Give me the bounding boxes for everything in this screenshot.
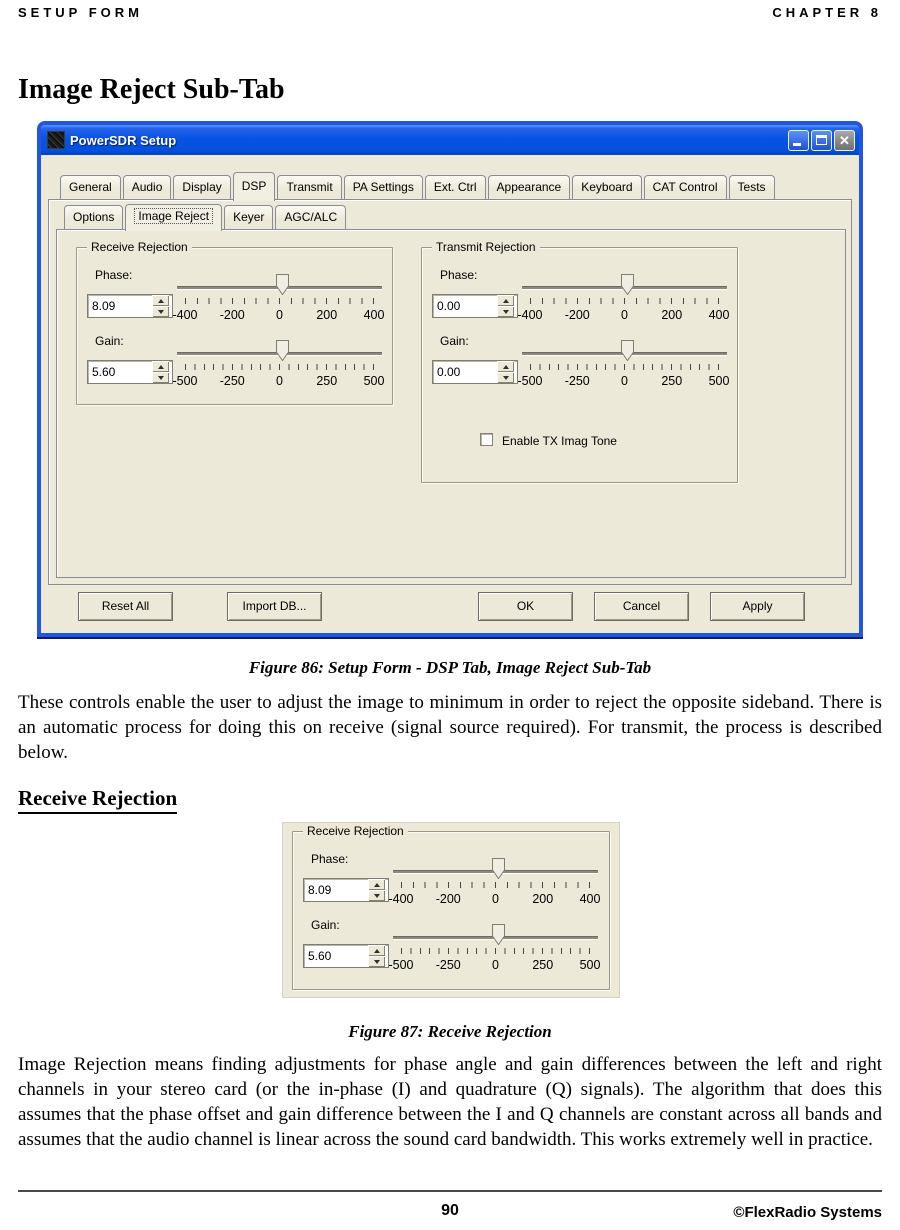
slider-ticks — [530, 298, 719, 304]
tx-phase-spinner[interactable] — [432, 294, 518, 318]
slider-scale — [388, 892, 601, 908]
spin-up-button[interactable] — [497, 295, 514, 306]
tick-label: -500 — [517, 374, 543, 388]
tick-label: 250 — [316, 374, 338, 388]
figure-phase-slider — [388, 854, 601, 916]
triangle-up-icon — [503, 299, 509, 303]
tick-label: -250 — [435, 958, 461, 972]
figure-receive-rejection-group — [292, 824, 610, 990]
paragraph-2: Image Rejection means finding adjustments for phase angle and gain differences between the left and right channels in your stereo card (or the in-phase (I) and quadrature (Q) signals). The algorithm that does this assumes that the phase offset and gain difference between the I and Q channels are constant across all bands and assumes that the audio channel is linear across the sound card bandwidth. This works extremely well in practice. — [18, 1054, 882, 1150]
rx-phase-spinner[interactable] — [87, 294, 173, 318]
enable-tx-imag-tone-label: Enable TX Imag Tone — [502, 434, 617, 448]
phase-label: Phase: — [95, 268, 133, 282]
slider-ticks — [401, 882, 590, 888]
tick-label: 0 — [492, 892, 499, 906]
cancel-button[interactable]: Cancel — [594, 592, 689, 621]
tx-gain-spinner[interactable] — [432, 360, 518, 384]
tick-label: 0 — [621, 374, 628, 388]
slider-thumb — [492, 858, 505, 879]
dsp-sub-tab-strip — [64, 202, 346, 229]
apply-button[interactable]: Apply — [710, 592, 805, 621]
maximize-icon — [816, 135, 827, 145]
rx-gain-spinner[interactable] — [87, 360, 173, 384]
slider-thumb[interactable] — [621, 274, 634, 295]
tick-label: 400 — [708, 308, 730, 322]
tick-label: -200 — [435, 892, 461, 906]
tick-label: -250 — [564, 374, 590, 388]
slider-ticks — [530, 364, 719, 370]
subtab-options[interactable]: Options — [64, 205, 123, 229]
triangle-down-icon — [158, 376, 164, 380]
page-number: 90 — [441, 1202, 459, 1219]
rx-phase-value-field[interactable] — [88, 295, 152, 317]
tx-phase-value-field[interactable] — [433, 295, 497, 317]
phase-label: Phase: — [440, 268, 478, 282]
gain-label: Gain: — [311, 918, 340, 932]
tick-label: 500 — [579, 958, 601, 972]
phase-label: Phase: — [311, 852, 349, 866]
slider-scale — [172, 308, 385, 324]
tick-label: 0 — [276, 308, 283, 322]
triangle-up-icon — [158, 299, 164, 303]
slider-ticks — [185, 364, 374, 370]
gain-label: Gain: — [440, 334, 469, 348]
tab-ext-ctrl[interactable]: Ext. Ctrl — [425, 175, 486, 199]
close-button[interactable] — [834, 130, 855, 151]
tick-label: -200 — [564, 308, 590, 322]
figure-phase-spinner — [303, 878, 389, 902]
tab-appearance[interactable]: Appearance — [488, 175, 571, 199]
tick-label: -250 — [219, 374, 245, 388]
minimize-icon — [793, 143, 801, 146]
subtab-image-reject[interactable] — [125, 204, 222, 231]
gain-label: Gain: — [95, 334, 124, 348]
tab-tests[interactable]: Tests — [729, 175, 775, 199]
tick-label: 200 — [532, 892, 554, 906]
figure-group-title: Receive Rejection — [303, 824, 408, 838]
triangle-down-icon — [158, 310, 164, 314]
receive-rejection-group-title: Receive Rejection — [87, 240, 192, 254]
transmit-rejection-group — [421, 240, 738, 483]
image-reject-sub-tab-page — [56, 229, 846, 578]
triangle-up-icon — [503, 365, 509, 369]
tick-label: 0 — [276, 374, 283, 388]
minimize-button[interactable] — [788, 130, 809, 151]
tick-label: 0 — [492, 958, 499, 972]
tick-label: -400 — [388, 892, 414, 906]
subtab-keyer[interactable]: Keyer — [224, 205, 273, 229]
triangle-down-icon — [503, 376, 509, 380]
triangle-down-icon — [503, 310, 509, 314]
ok-button[interactable]: OK — [478, 592, 573, 621]
tab-general[interactable]: General — [60, 175, 121, 199]
tab-display[interactable]: Display — [173, 175, 230, 199]
dialog-title: PowerSDR Setup — [70, 132, 177, 148]
tick-label: -400 — [172, 308, 198, 322]
tick-label: 250 — [532, 958, 554, 972]
spin-up-button[interactable] — [152, 361, 169, 372]
rx-gain-value-field[interactable] — [88, 361, 152, 383]
spin-down-button[interactable] — [152, 372, 169, 383]
tick-label: 200 — [316, 308, 338, 322]
tab-keyboard[interactable]: Keyboard — [572, 175, 641, 199]
maximize-button[interactable] — [811, 130, 832, 151]
tick-label: 500 — [708, 374, 730, 388]
powersdr-setup-dialog — [37, 121, 863, 637]
spin-down-button[interactable] — [497, 372, 514, 383]
slider-thumb — [492, 924, 505, 945]
figure-87-caption: Figure 87: Receive Rejection — [348, 1022, 552, 1041]
slider-thumb[interactable] — [276, 340, 289, 361]
receive-rejection-group — [76, 240, 393, 405]
spin-up-button — [368, 879, 385, 890]
tab-transmit[interactable]: Transmit — [277, 175, 341, 199]
slider-ticks — [401, 948, 590, 954]
triangle-down-icon — [374, 960, 380, 964]
figure-phase-value-field — [304, 879, 368, 901]
header-left: SETUP FORM — [18, 5, 143, 20]
header-right: CHAPTER 8 — [772, 5, 882, 20]
spin-up-button — [368, 945, 385, 956]
tab-pa-settings[interactable]: PA Settings — [344, 175, 423, 199]
spin-down-button[interactable] — [152, 306, 169, 317]
close-icon: ✕ — [839, 132, 850, 148]
footer-divider — [18, 1190, 882, 1192]
spin-up-button[interactable] — [497, 361, 514, 372]
tick-label: 400 — [579, 892, 601, 906]
figure-gain-slider — [388, 920, 601, 982]
slider-scale — [172, 374, 385, 390]
slider-ticks — [185, 298, 374, 304]
tick-label: 200 — [661, 308, 683, 322]
doc-header — [18, 5, 882, 20]
transmit-rejection-group-title: Transmit Rejection — [432, 240, 540, 254]
tick-label: -500 — [388, 958, 414, 972]
triangle-up-icon — [374, 883, 380, 887]
enable-tx-imag-tone-checkbox[interactable] — [480, 433, 493, 446]
powersdr-app-icon — [47, 131, 65, 149]
paragraph-1: These controls enable the user to adjust the image to minimum in order to reject the opposite sideband. There is an automatic process for doing this on receive (signal source required). For transmit, the process is described below. — [18, 692, 882, 763]
tx-phase-slider[interactable] — [517, 270, 730, 332]
triangle-down-icon — [374, 894, 380, 898]
page-title: Image Reject Sub-Tab — [18, 74, 285, 105]
tab-cat-control[interactable]: CAT Control — [644, 175, 727, 199]
tx-gain-slider[interactable] — [517, 336, 730, 398]
receive-rejection-heading: Receive Rejection — [18, 786, 177, 814]
figure-86-caption: Figure 86: Setup Form - DSP Tab, Image Reject Sub-Tab — [248, 658, 652, 677]
tick-label: -200 — [219, 308, 245, 322]
tick-label: 400 — [363, 308, 385, 322]
tick-label: -400 — [517, 308, 543, 322]
rx-gain-slider[interactable] — [172, 336, 385, 398]
tick-label: 250 — [661, 374, 683, 388]
import-db-button[interactable]: Import DB... — [227, 592, 322, 621]
dialog-titlebar[interactable] — [41, 125, 859, 155]
tick-label: 500 — [363, 374, 385, 388]
reset-all-button[interactable]: Reset All — [78, 592, 173, 621]
figure-gain-spinner — [303, 944, 389, 968]
spin-up-button[interactable] — [152, 295, 169, 306]
main-tab-strip — [60, 170, 775, 199]
slider-thumb[interactable] — [276, 274, 289, 295]
triangle-up-icon — [158, 365, 164, 369]
slider-thumb[interactable] — [621, 340, 634, 361]
spin-down-button — [368, 890, 385, 901]
footer-copyright: ©FlexRadio Systems — [733, 1204, 882, 1221]
spin-down-button — [368, 956, 385, 967]
subtab-image-reject-label: Image Reject — [134, 208, 213, 224]
spin-down-button[interactable] — [497, 306, 514, 317]
tick-label: 0 — [621, 308, 628, 322]
tab-audio[interactable]: Audio — [123, 175, 172, 199]
slider-scale — [517, 308, 730, 324]
rx-phase-slider[interactable] — [172, 270, 385, 332]
slider-scale — [517, 374, 730, 390]
figure-87-image — [283, 823, 619, 997]
figure-gain-value-field — [304, 945, 368, 967]
slider-scale — [388, 958, 601, 974]
subtab-agc-alc[interactable]: AGC/ALC — [275, 205, 346, 229]
tab-dsp[interactable]: DSP — [233, 172, 276, 201]
triangle-up-icon — [374, 949, 380, 953]
tick-label: -500 — [172, 374, 198, 388]
tx-gain-value-field[interactable] — [433, 361, 497, 383]
